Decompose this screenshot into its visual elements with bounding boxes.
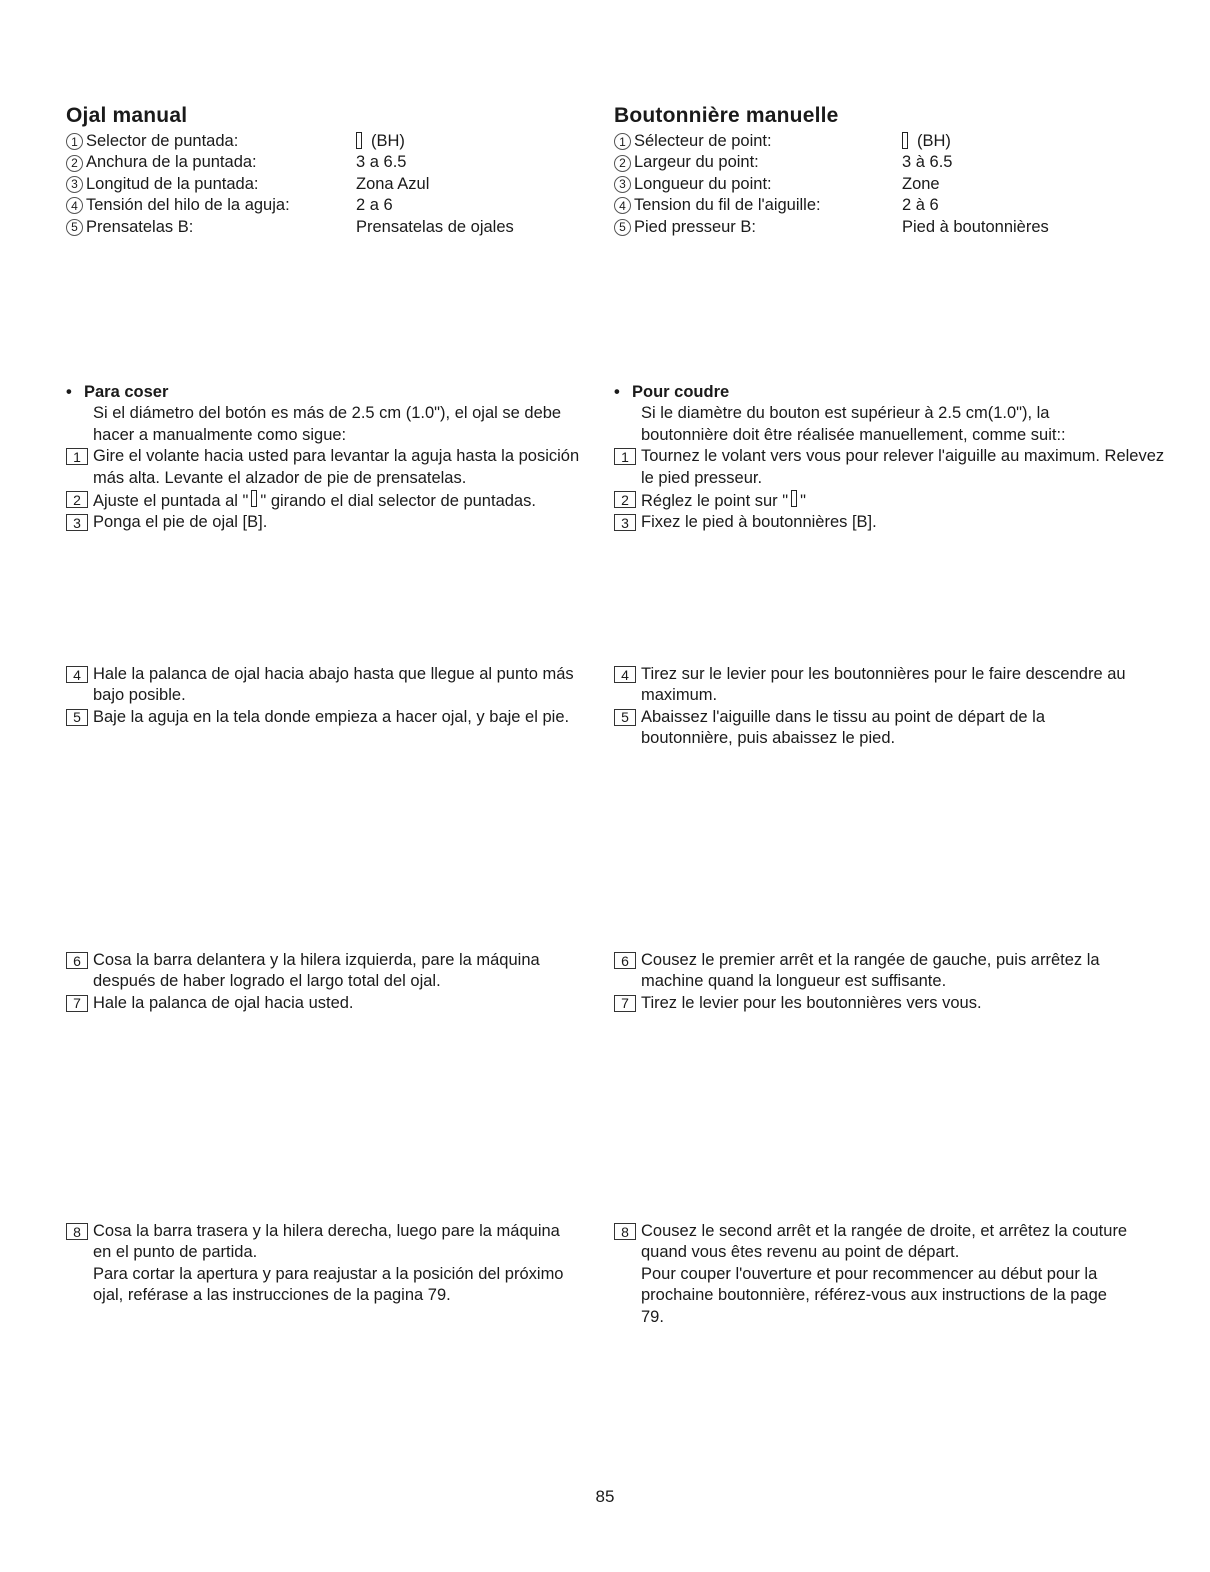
buttonhole-icon [902,132,908,149]
circled-number: 2 [66,155,83,172]
step-3-fr: 3 Fixez le pied à boutonnières [B]. [614,512,1174,533]
step-1-es: 1 Gire el volante hacia usted para levantar la aguja hasta la posición más alta. Levante el alzador de pie de prensatelas. [66,446,596,489]
setting-label: Tensión del hilo de la aguja: [86,196,290,215]
step-number: 2 [614,491,636,508]
sewing-steps-6-7-es [66,950,591,1014]
setting-value: (BH) [917,131,951,150]
setting-label: Largeur du point: [634,153,759,172]
setting-thread-tension-fr [614,195,1174,216]
setting-value: Zona Azul [356,174,430,193]
setting-stitch-selector-fr [614,131,1174,152]
circled-number: 1 [614,133,631,150]
step-6-fr: 6 Cousez le premier arrêt et la rangée de gauche, puis arrêtez la machine quand la longueur est suffisante. [614,950,1144,993]
setting-label: Tension du fil de l'aiguille: [634,196,821,215]
setting-stitch-width-fr [614,152,1174,173]
setting-stitch-length-es [66,174,596,195]
setting-presser-foot-fr [614,217,1174,238]
page-title-es: Ojal manual [66,104,188,127]
step-number: 1 [66,448,88,465]
step-7-es: 7 Hale la palanca de ojal hacia usted. [66,993,591,1014]
sewing-steps-4-5-es [66,664,586,728]
subtitle-es: • Para coser [66,383,169,401]
setting-label: Prensatelas B: [86,217,194,236]
sewing-steps-1-3-es [66,382,596,534]
step-number: 4 [614,666,636,683]
step-number: 1 [614,448,636,465]
step-number: 3 [66,514,88,531]
step-1-fr: 1 Tournez le volant vers vous pour relever l'aiguille au maximum. Relevez le pied presseur. [614,446,1174,489]
setting-value: Prensatelas de ojales [356,217,514,236]
setting-value: 2 a 6 [356,196,393,215]
step-3-es: 3 Ponga el pie de ojal [B]. [66,512,596,533]
settings-list-fr [614,131,1174,238]
buttonhole-icon [791,490,797,507]
setting-label: Sélecteur de point: [634,132,772,150]
setting-label: Longueur du point: [634,174,772,193]
subtitle-fr: • Pour coudre [614,383,730,401]
step-number: 2 [66,491,88,508]
step-number: 3 [614,514,636,531]
step-number: 8 [66,1223,88,1240]
setting-value: Pied à boutonnières [902,217,1049,236]
setting-value: 2 à 6 [902,196,939,215]
intro-fr: Si le diamètre du bouton est supérieur à 2.5 cm(1.0"), la boutonnière doit être réalisée manuellement, comme suit:: [641,404,1066,444]
page-title-fr: Boutonnière manuelle [614,104,839,127]
circled-number: 3 [66,176,83,193]
step-7-fr: 7 Tirez le levier pour les boutonnières vers vous. [614,993,1144,1014]
step-5-es: 5 Baje la aguja en la tela donde empieza a hacer ojal, y baje el pie. [66,707,586,728]
intro-es: Si el diámetro del botón es más de 2.5 cm (1.0"), el ojal se debe hacer a manualmente como sigue: [93,404,562,444]
step-6-es: 6 Cosa la barra delantera y la hilera izquierda, pare la máquina después de haber logrado el largo total del ojal. [66,950,591,993]
step-8-continuation-fr: Pour couper l'ouverture et pour recommencer au début pour la prochaine boutonnière, référez-vous aux instructions de la page 79. [641,1264,1107,1326]
setting-stitch-selector-es [66,131,596,152]
step-number: 7 [614,995,636,1012]
step-number: 7 [66,995,88,1012]
circled-number: 3 [614,176,631,193]
step-8-continuation-es: Para cortar la apertura y para reajustar a la posición del próximo ojal, reférase a las instrucciones de la pagina 79. [93,1264,564,1305]
setting-value: Zone [902,174,940,193]
setting-label: Pied presseur B: [634,217,756,236]
sewing-steps-1-3-fr [614,382,1174,534]
buttonhole-icon [356,132,362,149]
page-number: 85 [595,1487,615,1506]
step-number: 6 [66,952,88,969]
setting-value: 3 à 6.5 [902,153,953,172]
buttonhole-icon [251,490,257,507]
step-4-es: 4 Hale la palanca de ojal hacia abajo hasta que llegue al punto más bajo posible. [66,664,586,707]
circled-number: 2 [614,155,631,172]
step-number: 5 [66,709,88,726]
sewing-step-8-fr [614,1221,1154,1328]
step-number: 5 [614,709,636,726]
setting-label: Longitud de la puntada: [86,174,259,193]
circled-number: 4 [66,197,83,214]
sewing-steps-6-7-fr [614,950,1144,1014]
sewing-step-8-es [66,1221,566,1307]
step-5-fr: 5 Abaissez l'aiguille dans le tissu au point de départ de la boutonnière, puis abaissez le pied. [614,707,1159,750]
circled-number: 1 [66,133,83,150]
setting-label: Selector de puntada: [86,132,239,150]
step-number: 4 [66,666,88,683]
settings-list-es [66,131,596,238]
setting-presser-foot-es [66,217,596,238]
circled-number: 4 [614,197,631,214]
circled-number: 5 [66,219,83,236]
circled-number: 5 [614,219,631,236]
setting-stitch-width-es [66,152,596,173]
setting-value: 3 a 6.5 [356,153,407,172]
step-number: 8 [614,1223,636,1240]
setting-label: Anchura de la puntada: [86,153,257,172]
step-8-es: 8 Cosa la barra trasera y la hilera derecha, luego pare la máquina en el punto de partida. [66,1221,566,1264]
setting-stitch-length-fr [614,174,1174,195]
step-2-es: 2 Ajuste el puntada al " " girando el dial selector de puntadas. [66,489,596,512]
setting-value: (BH) [371,131,405,150]
step-number: 6 [614,952,636,969]
setting-thread-tension-es [66,195,596,216]
step-2-fr: 2 Réglez le point sur " " [614,489,1174,512]
step-8-fr: 8 Cousez le second arrêt et la rangée de droite, et arrêtez la couture quand vous êtes revenu au point de départ. [614,1221,1154,1264]
sewing-steps-4-5-fr [614,664,1159,750]
step-4-fr: 4 Tirez sur le levier pour les boutonnières pour le faire descendre au maximum. [614,664,1159,707]
